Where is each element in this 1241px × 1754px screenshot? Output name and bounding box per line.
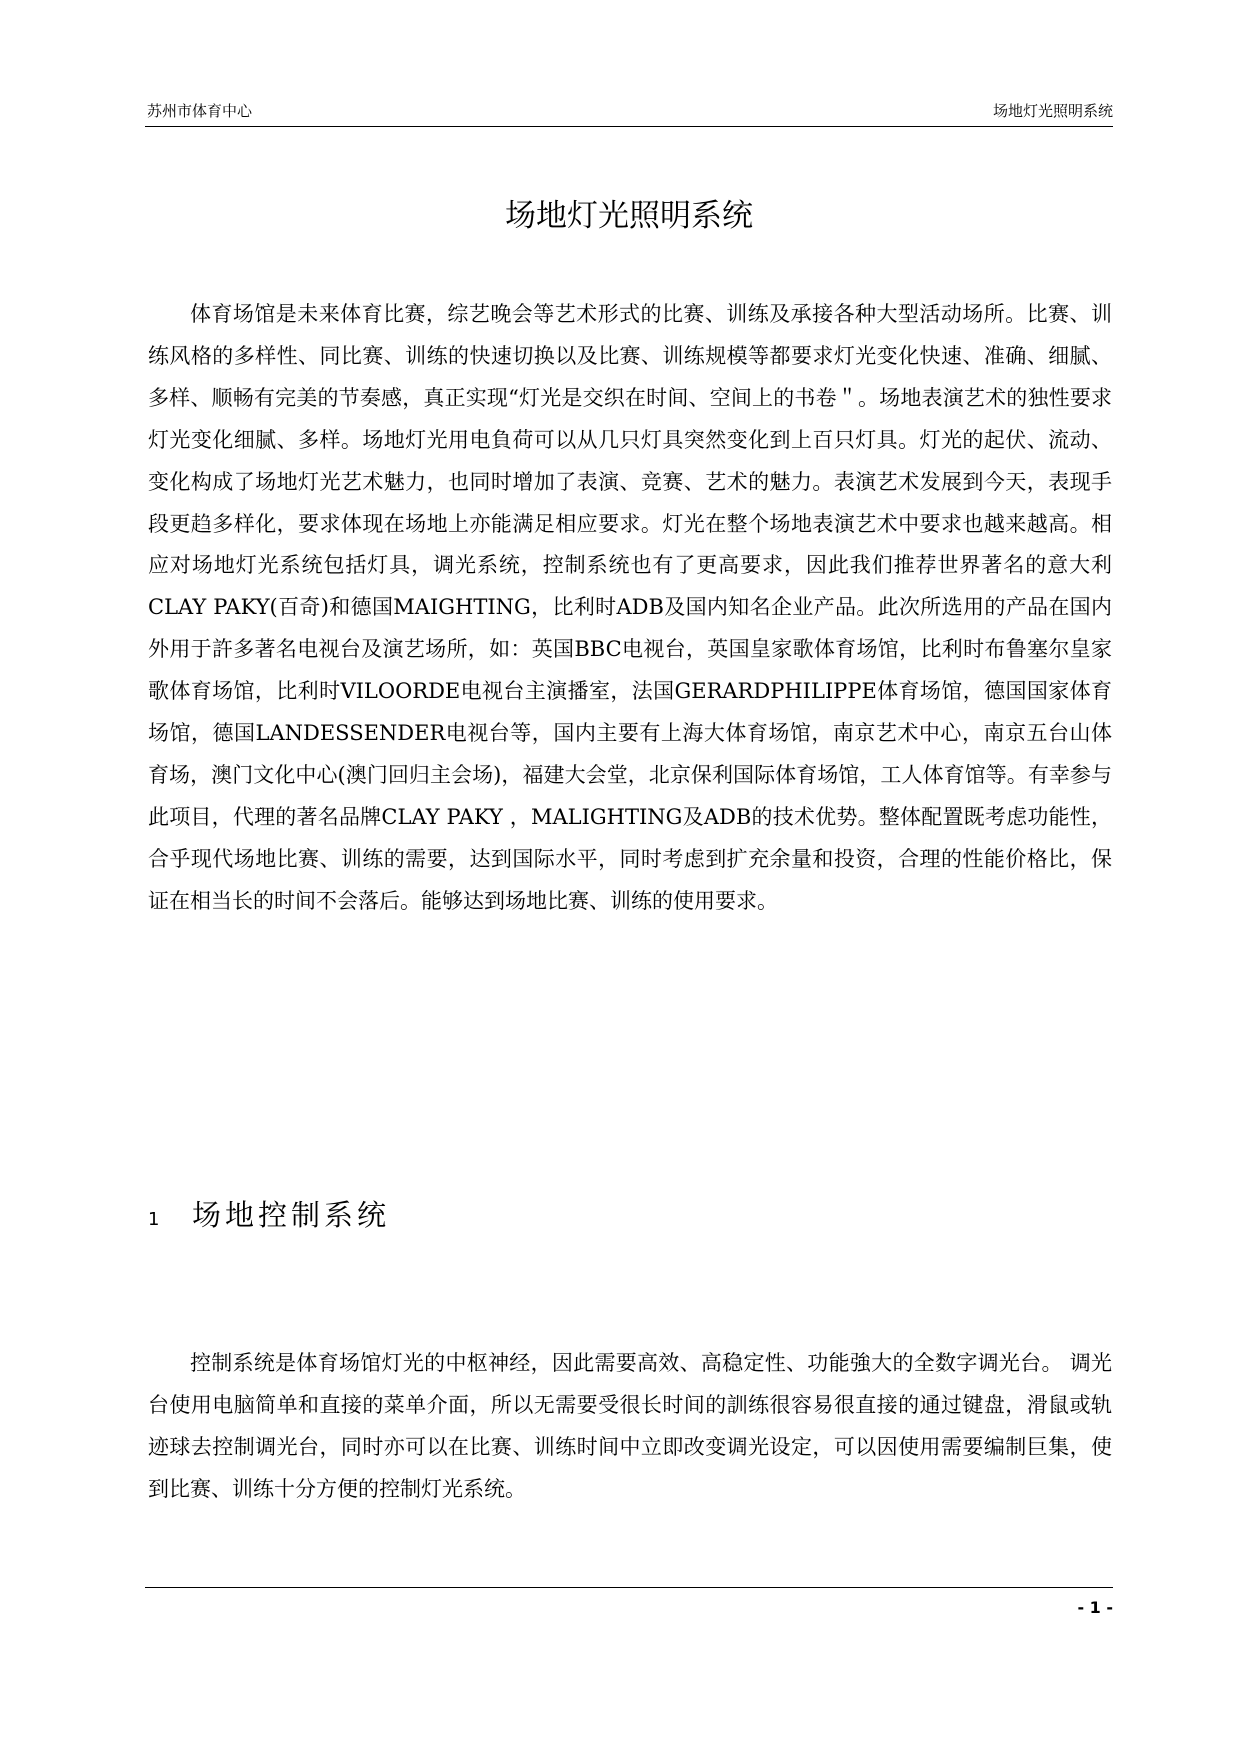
section-number: 1 (148, 1209, 160, 1230)
section-heading (148, 1196, 390, 1239)
page-footer (145, 1587, 1113, 1628)
page-number: - 1 - (1077, 1598, 1113, 1617)
intro-paragraph: 体育场馆是未来体育比赛，综艺晚会等艺术形式的比赛、训练及承接各种大型活动场所。比赛、训练风格的多样性、同比赛、训练的快速切换以及比赛、训练规模等都要求灯光变化快速、准确、细腻、多样、顺畅有完美的节奏感，真正实现“灯光是交织在时间、空间上的书卷＂。场地表演艺术的独性要求灯光变化细腻、多样。场地灯光用电負荷可以从几只灯具突然变化到上百只灯具。灯光的起伏、流动、变化构成了场地灯光艺术魅力，也同时增加了表演、竞赛、艺术的魅力。表演艺术发展到今天，表现手段更趋多样化，要求体现在场地上亦能满足相应要求。灯光在整个场地表演艺术中要求也越来越高。相应对场地灯光系统包括灯具，调光系统，控制系统也有了更高要求，因此我们推荐世界著名的意大利CLAY PAKY(百奇)和德国MAIGHTING，比利时ADB及国内知名企业产品。此次所选用的产品在国内外用于許多著名电视台及演艺场所，如：英国BBC电视台，英国皇家歌体育场馆，比利时布鲁塞尔皇家歌体育场馆，比利时VILOORDE电视台主演播室，法国GERARDPHILIPPE体育场馆，德国国家体育场馆，德国LANDESSENDER电视台等，国内主要有上海大体育场馆，南京艺术中心，南京五台山体育场，澳门文化中心(澳门回归主会场)，福建大会堂，北京保利国际体育场馆，工人体育馆等。有幸参与此项目，代理的著名品牌CLAY PAKY ，MALIGHTING及ADB的技术优势。整体配置既考虑功能性，合乎现代场地比赛、训练的需要，达到国际水平，同时考虑到扩充余量和投资，合理的性能价格比，保证在相当长的时间不会落后。能够达到场地比赛、训练的使用要求。 (148, 302, 1112, 913)
header-document-title: 场地灯光照明系统 (992, 102, 1113, 120)
control-system-paragraph: 控制系统是体育场馆灯光的中枢神经，因此需要高效、高稳定性、功能強大的全数字调光台。 调光台使用电脑简单和直接的菜单介面，所以无需要受很长时间的訓练很容易很直接的通过键盘，滑鼠或轨迹球去控制调光台，同时亦可以在比赛、训练时间中立即改变调光设定，可以因使用需要编制巨集，使到比赛、训练十分方便的控制灯光系统。 (148, 1351, 1112, 1501)
page-header (145, 100, 1113, 127)
page-title: 场地灯光照明系统 (505, 198, 753, 234)
header-organization: 苏州市体育中心 (147, 102, 253, 120)
section-title: 场地控制系统 (192, 1198, 391, 1232)
